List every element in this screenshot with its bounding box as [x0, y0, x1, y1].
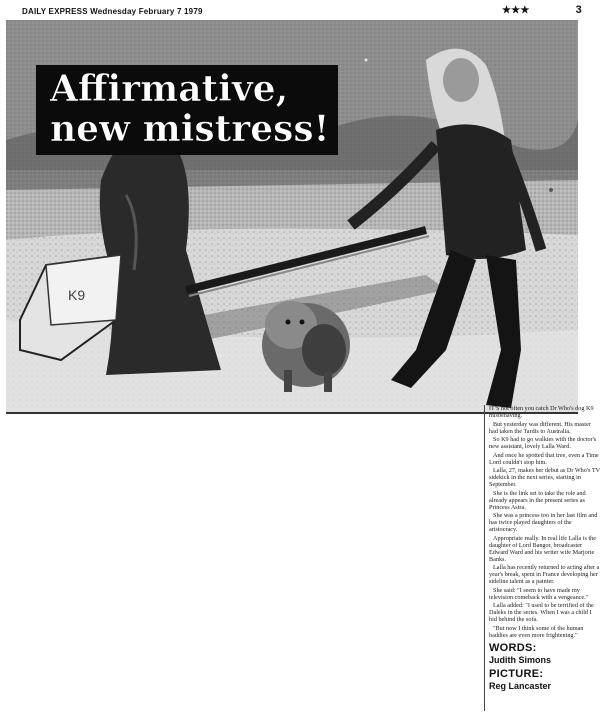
headline-box	[36, 65, 338, 155]
paragraph: "But now I think some of the human baddies are even more frightening."	[489, 624, 584, 639]
paragraph: And once he spotted that tree, even a Time Lord couldn't stop him.	[489, 451, 599, 466]
news-photo	[6, 20, 578, 414]
page-number: 3	[575, 4, 582, 16]
paragraph: Lalla has recently returned to acting after a year's break, spent in France developing her sideline talent as a painter.	[489, 564, 600, 585]
paragraph: IT'S not often you catch Dr Who's dog K9 misbehaving.	[489, 405, 594, 419]
edition-stars: ★★★	[502, 5, 530, 16]
picture-label: PICTURE:	[489, 667, 544, 680]
paragraph: Lalla, 27, makes her debut as Dr Who's TV sidekick in the next series, starting in September.	[489, 467, 600, 488]
words-byline: Judith Simons	[489, 654, 552, 665]
masthead	[22, 4, 582, 18]
headline-line-1: Affirmative,	[50, 68, 289, 110]
paragraph: She said: "I seem to have made my television comeback with a vengeance."	[489, 586, 589, 601]
picture-byline: Reg Lancaster	[489, 680, 552, 691]
article-column	[484, 405, 600, 711]
words-label: WORDS:	[489, 641, 537, 654]
headline-line-2: new mistress!	[50, 108, 330, 150]
paragraph: She is the link set to take the role and already appears in the present series as Princess Astra.	[489, 489, 586, 511]
paragraph: But yesterday was different. His master had taken the Tardis to Australia.	[489, 420, 591, 435]
paragraph: So K9 had to go walkies with the doctor's new assistant, lovely Lalla Ward.	[489, 436, 597, 450]
box-label: K9	[68, 287, 86, 303]
paragraph: She was a princess too in her last film and has twice played daughters of the aristocracy.	[489, 512, 598, 533]
paragraph: Appropriate really. In real life Lalla is the daughter of Lord Bangor, broadcaster Edward Ward and his writer wife Marjorie Banks.	[489, 534, 597, 563]
article-body	[489, 405, 600, 639]
date-line: DAILY EXPRESS Wednesday February 7 1979	[22, 7, 203, 16]
headline	[50, 69, 340, 149]
paragraph: Lalla added: "I used to be terrified of the Daleks in the series. When I was a child I hid behind the sofa.	[489, 602, 594, 623]
